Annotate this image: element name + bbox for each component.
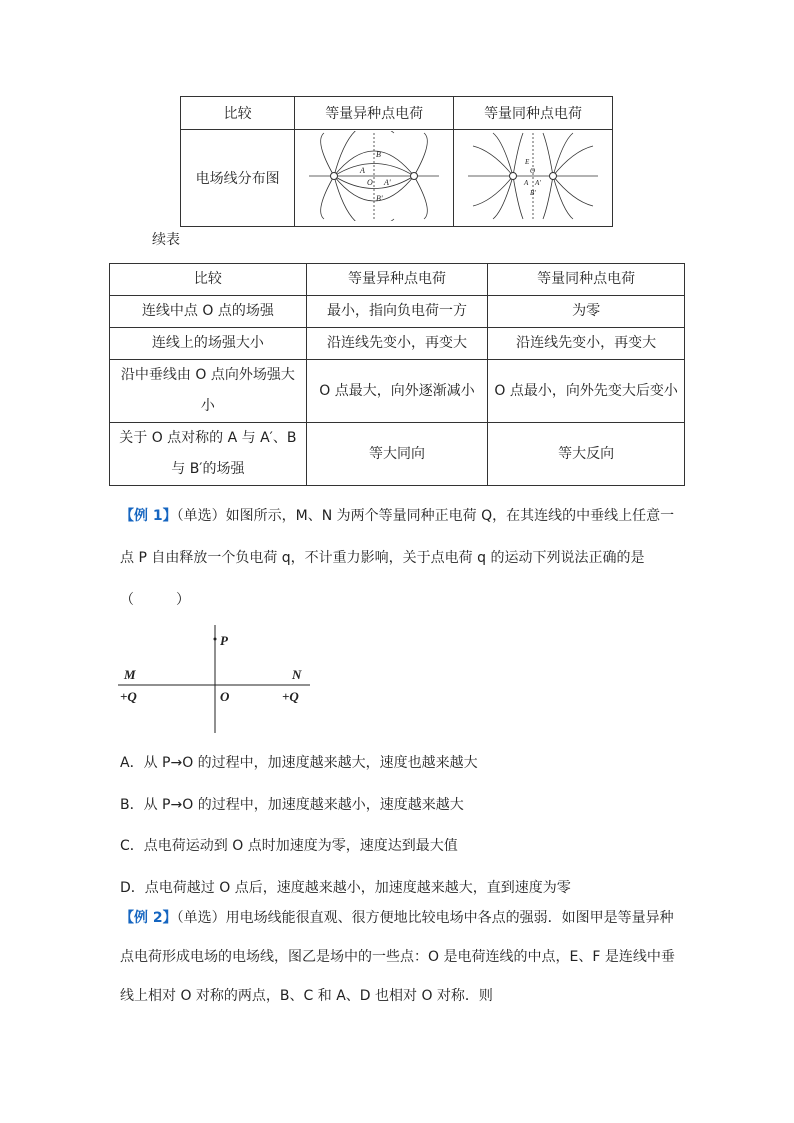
table-row [110, 328, 685, 360]
row-label: 关于 O 点对称的 A 与 A′、B 与 B′的场强 [110, 423, 307, 486]
table1-header-like: 等量同种点电荷 [454, 97, 613, 130]
fig2-label-E: E [525, 158, 530, 166]
row-label: 连线中点 O 点的场强 [110, 296, 307, 328]
fig1-label-B-prime: B' [376, 194, 383, 203]
like-cell: 为零 [488, 296, 685, 328]
fig1-label-B: B [376, 150, 382, 159]
comparison-figure-table [180, 96, 613, 227]
unlike-cell: 沿连线先变小，再变大 [306, 328, 488, 360]
example2-head: 【例 2】 [120, 910, 177, 926]
fig2-label-A: A [524, 179, 529, 187]
like-cell: 沿连线先变小，再变大 [488, 328, 685, 360]
table2-header-like: 等量同种点电荷 [488, 264, 685, 296]
charge-right-label: +Q [282, 689, 299, 704]
charge-N-label: N [292, 667, 302, 682]
table2-header-unlike: 等量异种点电荷 [306, 264, 488, 296]
point-O-label: O [220, 689, 230, 704]
fig1-label-A-prime: A' [384, 178, 391, 187]
example1-figure [118, 623, 318, 735]
example2-question [120, 899, 680, 1016]
charge-left-label: +Q [120, 689, 137, 704]
unlike-cell: O 点最大，向外逐渐减小 [306, 360, 488, 423]
like-field-svg [463, 131, 603, 221]
table-row [110, 423, 685, 486]
row-label: 沿中垂线由 O 点向外场强大小 [110, 360, 307, 423]
example1-text: （单选）如图所示，M、N 为两个等量同种正电荷 Q，在其连线的中垂线上任意一点 P 自由释放一个负电荷 q，不计重力影响，关于点电荷 q 的运动下列说法正确的是 （ ） [120, 508, 675, 608]
example1-question [120, 495, 680, 621]
example1-head: 【例 1】 [120, 508, 177, 524]
option-b: B．从 P→O 的过程中，加速度越来越小，速度越来越大 [120, 797, 464, 813]
like-cell: O 点最小，向外先变大后变小 [488, 360, 685, 423]
table-row [110, 296, 685, 328]
fig1-label-O: O [367, 178, 373, 187]
unlike-field-svg [304, 131, 444, 221]
like-cell: 等大反向 [488, 423, 685, 486]
table1-header-unlike: 等量异种点电荷 [295, 97, 454, 130]
row-label: 连线上的场强大小 [110, 328, 307, 360]
option-d: D．点电荷越过 O 点后，速度越来越小，加速度越来越大，直到速度为零 [120, 880, 571, 896]
fig1-label-A: A [360, 166, 366, 175]
table1-header-compare: 比较 [181, 97, 295, 130]
continued-table-label: 续表 [152, 232, 180, 248]
fig2-label-A-prime: A' [535, 179, 541, 187]
option-c: C．点电荷运动到 O 点时加速度为零，速度达到最大值 [120, 838, 458, 854]
fig2-label-O: O [530, 167, 536, 175]
table-row [110, 360, 685, 423]
unlike-cell: 等大同向 [306, 423, 488, 486]
charge-M-label: M [124, 667, 136, 682]
unlike-charges-field-diagram [295, 130, 454, 227]
table2-header-compare: 比较 [110, 264, 307, 296]
option-a: A．从 P→O 的过程中，加速度越来越大，速度也越来越大 [120, 755, 478, 771]
fig2-label-B-prime: B' [530, 189, 536, 197]
point-P-label: P [220, 633, 228, 648]
like-charges-field-diagram [454, 130, 613, 227]
unlike-cell: 最小，指向负电荷一方 [306, 296, 488, 328]
example2-text: （单选）用电场线能很直观、很方便地比较电场中各点的强弱．如图甲是等量异种点电荷形成电场的电场线，图乙是场中的一些点：O 是电荷连线的中点，E、F 是连线中垂线上相对 O 对称的两点，B、C 和 A、D 也相对 O 对称．则 [120, 910, 675, 1004]
table1-row-label: 电场线分布图 [181, 130, 295, 227]
comparison-table [109, 263, 685, 486]
